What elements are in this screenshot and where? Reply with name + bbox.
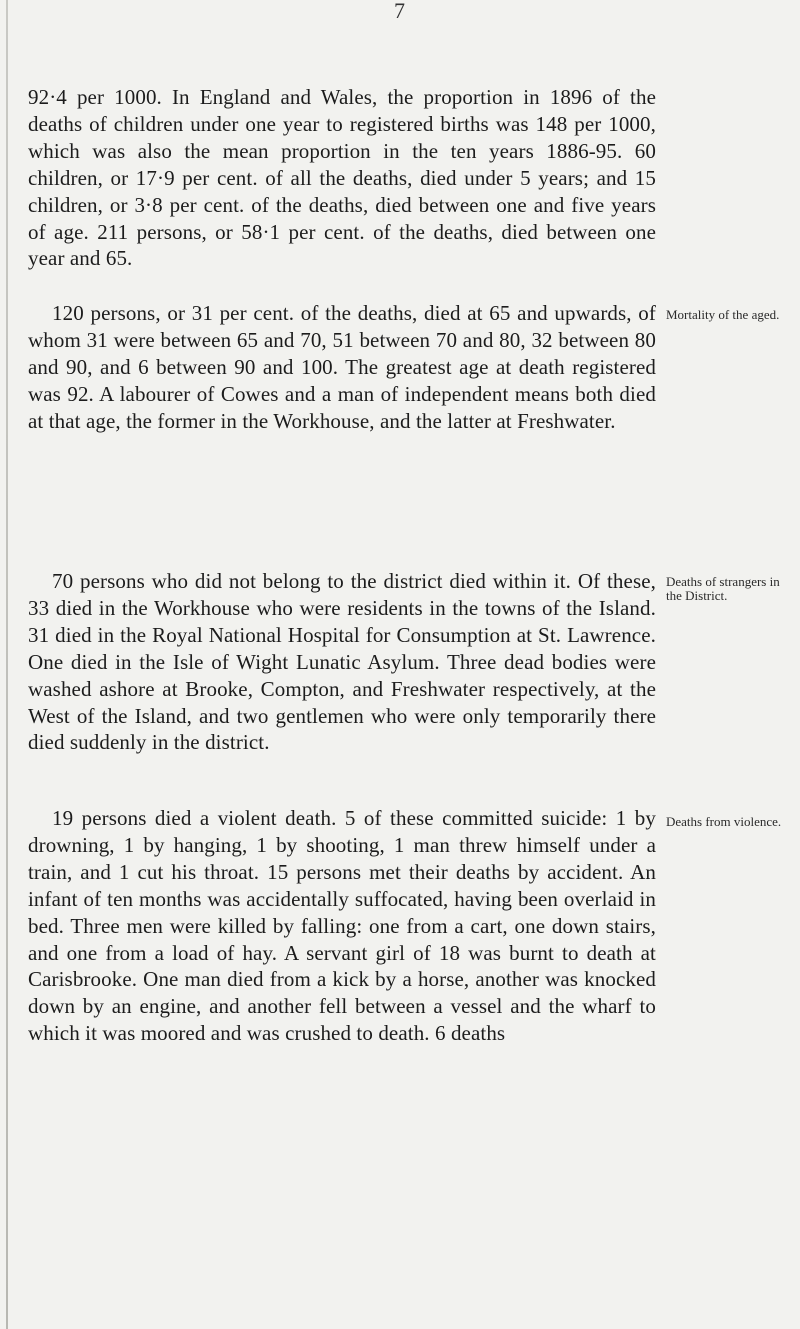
paragraph-text: 70 persons who did not belong to the district died within it. Of these, 33 died in the Workhouse who were residents in the towns of the Island. 31 died in the Royal National Hospital for Consumption at St. Lawrence. One died in the Isle of Wight Lunatic Asylum. Three dead bodies were washed ashore at Brooke, Compton, and Freshwater respectively, at the West of the Island, and two gentlemen who were only temporarily there died suddenly in the district. [28, 569, 656, 755]
page-edge-shadow [6, 0, 8, 1329]
margin-note-strangers: Deaths of strangers in the District. [666, 574, 780, 603]
paragraph-text: 92·4 per 1000. In England and Wales, the proportion in 1896 of the deaths of children under one year to registered births was 148 per 1000, which was also the mean proportion in the ten years 1886-95. 60 children, or 17·9 per cent. of all the deaths, died under 5 years; and 15 children, or 3·8 per cent. of the deaths, died between one and five years of age. 211 persons, or 58·1 per cent. of the deaths, died between one year and 65. [28, 85, 656, 271]
margin-note-mortality-aged: Mortality of the aged. [666, 307, 780, 322]
paragraph-mortality-aged [28, 300, 656, 435]
margin-note-violence: Deaths from violence. [666, 814, 782, 829]
page-number: 7 [394, 0, 405, 23]
paragraph-infant-mortality [28, 84, 656, 272]
paragraph-text: 19 persons died a violent death. 5 of these committed suicide: 1 by drowning, 1 by hanging, 1 by shooting, 1 man threw himself under a train, and 1 cut his throat. 15 persons met their deaths by accident. An infant of ten months was accidentally suffocated, having been overlaid in bed. Three men were killed by falling: one from a cart, one down stairs, and one from a load of hay. A servant girl of 18 was burnt to death at Carisbrooke. One man died from a kick by a horse, another was knocked down by an engine, and another fell between a vessel and the wharf to which it was moored and was crushed to death. 6 deaths [28, 806, 656, 1046]
paragraph-violent-deaths [28, 805, 656, 1047]
paragraph-strangers-deaths [28, 568, 656, 756]
paragraph-text: 120 persons, or 31 per cent. of the deaths, died at 65 and upwards, of whom 31 were between 65 and 70, 51 between 70 and 80, 32 between 80 and 90, and 6 between 90 and 100. The greatest age at death registered was 92. A labourer of Cowes and a man of independent means both died at that age, the former in the Workhouse, and the latter at Freshwater. [28, 301, 656, 433]
